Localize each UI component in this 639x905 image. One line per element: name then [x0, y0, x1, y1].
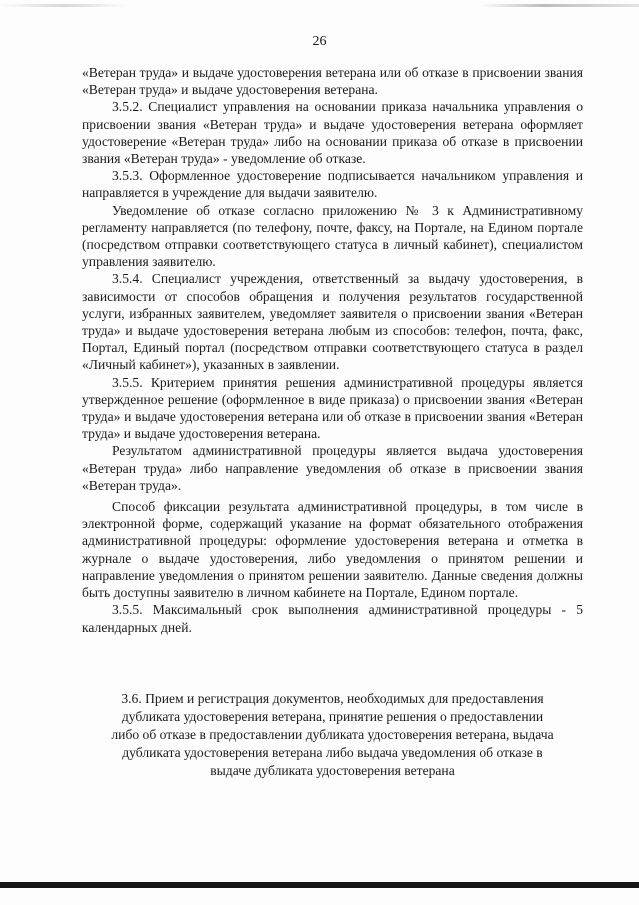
scan-edge-top	[0, 4, 639, 7]
heading-line: дубликата удостоверения ветерана, принятие решения о предоставлении	[121, 709, 544, 724]
paragraph-3-5-4: 3.5.4. Специалист учреждения, ответственный за выдачу удостоверения, в зависимости от способов обращения и получения результатов государственной услуги, избранных заявителем, уведомляет заявителя о присвоении звания «Ветеран труда» и выдаче удостоверения ветерана любым из способов: телефон, почта, факс, Портал, Единый портал (посредством отправки соответствующего статуса в раздел «Личный кабинет»), указанных в заявлении.	[82, 271, 583, 373]
heading-line: выдаче дубликата удостоверения ветерана	[210, 763, 455, 778]
heading-line: 3.6. Прием и регистрация документов, необходимых для предоставления	[121, 691, 544, 706]
heading-line: дубликата удостоверения ветерана либо выдача уведомления об отказе в	[122, 745, 543, 760]
paragraph-3-5-5-term: 3.5.5. Максимальный срок выполнения административной процедуры - 5 календарных дней.	[82, 602, 583, 635]
heading-line: либо об отказе в предоставлении дубликата удостоверения ветерана, выдача	[111, 727, 554, 742]
section-heading-3-6	[82, 690, 583, 780]
paragraph-3-5-2: 3.5.2. Специалист управления на основании приказа начальника управления о присвоении звания «Ветеран труда» и выдаче удостоверения ветерана оформляет удостоверение «Ветеран труда» либо на основании приказа об отказе в присвоении звания «Ветеран труда» - уведомление об отказе.	[82, 99, 583, 167]
paragraph-refusal-notice: Уведомление об отказе согласно приложению № 3 к Административному регламенту направляется (по телефону, почте, факсу, на Портале, на Едином портале (посредством отправки соответствующего статуса в личный кабинет), специалистом управления заявителю.	[82, 202, 583, 270]
paragraph-continuation: «Ветеран труда» и выдаче удостоверения ветерана или об отказе в присвоении звания «Ветеран труда» и выдаче удостоверения ветерана.	[82, 65, 583, 98]
document-body	[82, 64, 583, 636]
scan-edge-bottom	[0, 882, 639, 888]
paragraph-3-5-5-criterion: 3.5.5. Критерием принятия решения административной процедуры является утвержденное решение (оформленное в виде приказа) о присвоении звания «Ветеран труда» и выдаче удостоверения ветерана или об отказе в присвоении звания «Ветеран труда» и выдаче удостоверения ветерана.	[82, 374, 583, 442]
paragraph-fixation-method: Способ фиксации результата административной процедуры, в том числе в электронной форме, содержащий указание на формат обязательного отображения административной процедуры: оформление удостоверения ветерана и отметка в журнале о выдаче удостоверения, либо уведомления о принятом решении и направление уведомления о принятом решении заявителю. Данные сведения должны быть доступны заявителю в личном кабинете на Портале, Едином портале.	[82, 499, 583, 601]
paragraph-3-5-3: 3.5.3. Оформленное удостоверение подписывается начальником управления и направляется в учреждение для выдачи заявителю.	[82, 168, 583, 201]
paragraph-result: Результатом административной процедуры является выдача удостоверения «Ветеран труда» либо направление уведомления об отказе в присвоении звания «Ветеран труда».	[82, 443, 583, 493]
page-number: 26	[312, 34, 327, 49]
